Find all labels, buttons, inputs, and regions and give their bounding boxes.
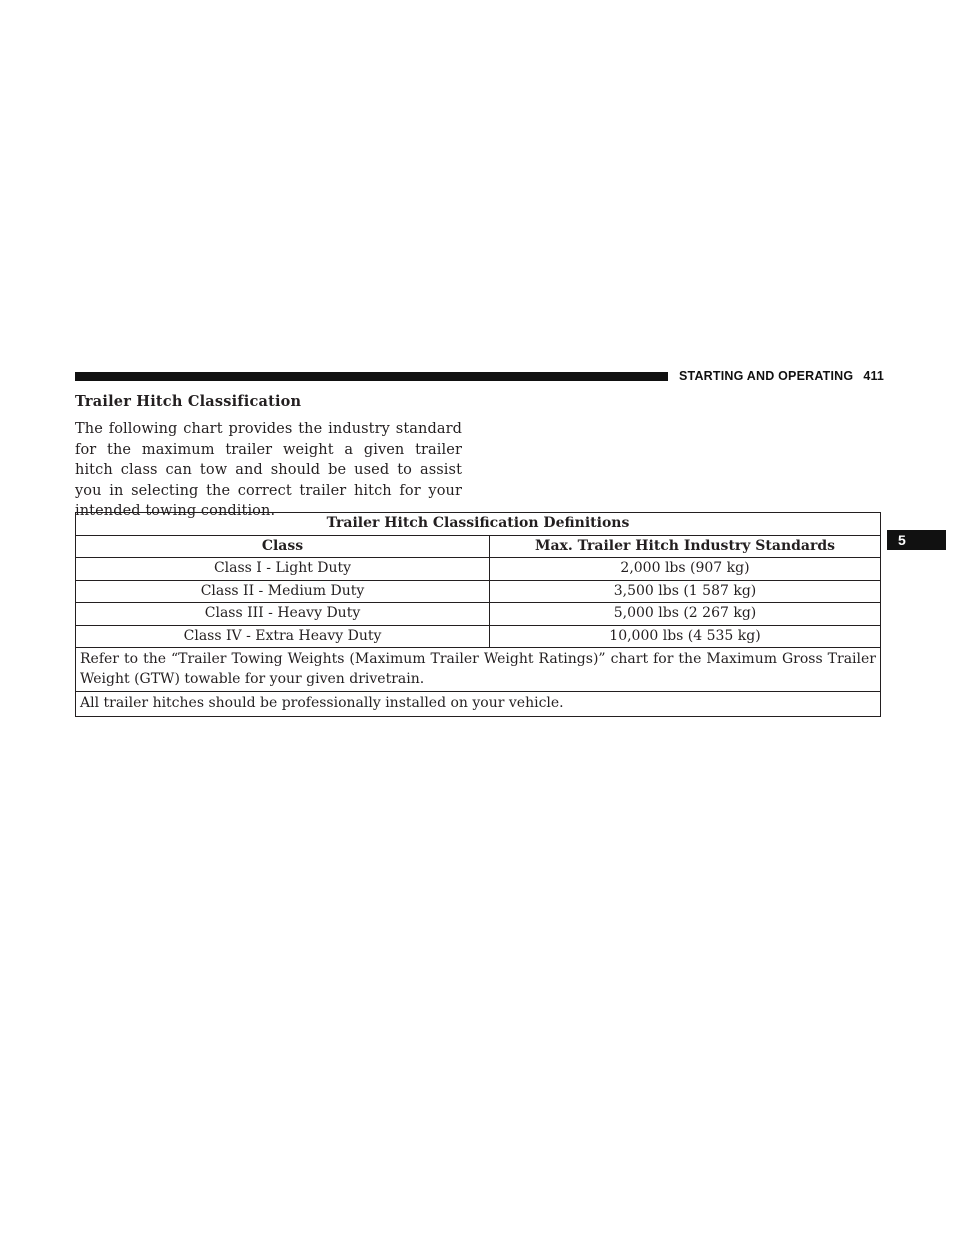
class-cell: Class III - Heavy Duty [76, 603, 490, 626]
weight-cell: 10,000 lbs (4 535 kg) [490, 625, 881, 648]
section-label: STARTING AND OPERATING [679, 369, 854, 383]
note-row [76, 648, 881, 692]
table-row [76, 580, 881, 603]
weight-cell: 3,500 lbs (1 587 kg) [490, 580, 881, 603]
class-cell: Class IV - Extra Heavy Duty [76, 625, 490, 648]
chapter-tab: 5 [887, 530, 946, 550]
note-installation: All trailer hitches should be professionally installed on your vehicle. [76, 692, 881, 717]
table-header-row [76, 535, 881, 558]
column-header-class: Class [76, 535, 490, 558]
column-header-standards: Max. Trailer Hitch Industry Standards [490, 535, 881, 558]
running-header [679, 369, 884, 383]
table-row [76, 603, 881, 626]
class-cell: Class II - Medium Duty [76, 580, 490, 603]
table-row [76, 625, 881, 648]
table-caption-row [76, 513, 881, 536]
hitch-classification-table [75, 512, 881, 717]
weight-cell: 2,000 lbs (907 kg) [490, 558, 881, 581]
section-title: Trailer Hitch Classification [75, 393, 302, 410]
table-caption: Trailer Hitch Classification Definitions [76, 513, 881, 536]
note-row [76, 692, 881, 717]
intro-paragraph: The following chart provides the industry standard for the maximum trailer weight a given trailer hitch class can tow and should be used to assist you in selecting the correct trailer hitch for your intended towing condition. [75, 421, 462, 519]
header-rule [75, 372, 668, 381]
page-number: 411 [863, 369, 885, 383]
weight-cell: 5,000 lbs (2 267 kg) [490, 603, 881, 626]
note-gtw: Refer to the “Trailer Towing Weights (Maximum Trailer Weight Ratings)” chart for the Maximum Gross Trailer Weight (GTW) towable for your given drivetrain. [76, 648, 881, 692]
table-row [76, 558, 881, 581]
class-cell: Class I - Light Duty [76, 558, 490, 581]
